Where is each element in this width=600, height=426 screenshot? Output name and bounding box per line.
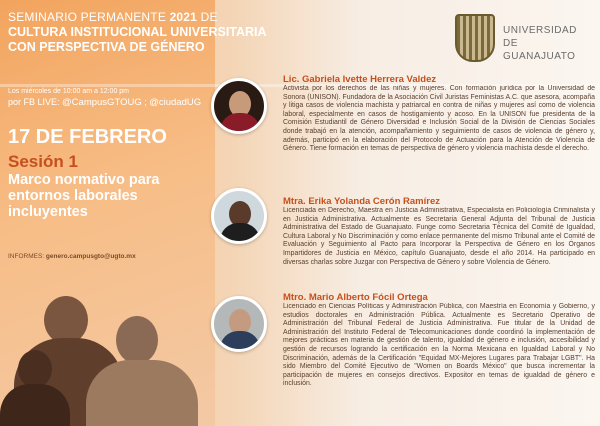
- speaker-name: Mtro. Mario Alberto Fócil Ortega: [283, 292, 428, 303]
- title-line-1: SEMINARIO PERMANENTE 2021 DE: [8, 10, 218, 24]
- event-date: 17 DE FEBRERO: [8, 126, 167, 148]
- university-logo: [455, 14, 590, 64]
- live-info: por FB LIVE: @CampusGTOUG ; @ciudadUG: [8, 97, 202, 108]
- silhouette-head: [116, 316, 158, 364]
- university-seal-icon: [455, 14, 495, 62]
- avatar: [211, 78, 267, 134]
- speaker-card: [211, 74, 596, 184]
- speaker-name: Lic. Gabriela Ivette Herrera Valdez: [283, 74, 437, 85]
- silhouette-head: [44, 296, 88, 344]
- speaker-bio: Licenciada en Derecho, Maestra en Justicia Administrativa, Especialista en Policiología Criminalista y en Justicia Administrativa. Actualmente es Secretaria General Adjunta del Tribunal de Justicia Administrativa del Estado de Guanajuato. Funge como Secretaria Técnica del Comité de Igualdad, Cultura Laboral y No Discriminación y como enlace permanente del mismo Tribunal ante el Comité de Evaluación y Seguimiento al Pacto para Incorporar la Perspectiva de Género en los Órganos Impartidores de Justicia en México, capítulo Guanajuato, desde el año 2014. Ha participado en diversas charlas sobre Juzgar con Perspectiva de Género y sobre Violencia de Género.: [283, 207, 595, 266]
- silhouette-body: [0, 384, 70, 426]
- session-label: Sesión 1: [8, 152, 78, 171]
- schedule-when: Los miércoles de 10:00 am a 12:00 pm: [8, 88, 130, 95]
- campus-handle[interactable]: @CampusGTOUG: [62, 97, 142, 108]
- title-line-3: CON PERSPECTIVA DE GÉNERO: [8, 40, 205, 54]
- speaker-bio: Licenciado en Ciencias Políticas y Administración Pública, con Maestría en Economía y Gobierno, y estudios doctorales en Administración Pública. Actualmente es Secretario Operativo de Administración del Tribunal Federal de Justicia Administrativa. Fue titular de la Unidad de Administración del Instituto Federal de Telecomunicaciones donde coordinó la implementación de mejores prácticas en materia de gestión de talento, igualdad de género e inclusión, accesibilidad y gestión de recursos logrando la certificación en la Norma Mexicana en Igualdad Laboral y No Discriminación, además de la Certificación "Equidad MX-Mejores Lugares para Trabajar LGBT". Ha sido Miembro del Comité Ejecutivo de "Women on Boards México" que busca incrementar la participación de mujeres en consejos directivos. Expositor en temas de igualdad de género e inclusión.: [283, 303, 595, 388]
- speaker-name: Mtra. Erika Yolanda Cerón Ramírez: [283, 196, 440, 207]
- avatar: [211, 188, 267, 244]
- speaker-bio: Activista por los derechos de las niñas y mujeres. Con formación jurídica por la Universidad de Sonora (UNISON). Fundadora de la Asociación Civil Juristas Feministas A.C. que asesora, acompaña y litiga casos de violencia machista y patriarcal en contra de niñas y mujeres así como de violencia laboral, especialmente en casos de hostigamiento y acoso. En la UNISON fue presidenta de la Comisión Estudiantil de Género Diversidad e Inclusión Social de la División de Ciencias Sociales donde trabajó en la atención, acompañamiento y seguimiento de casos de violencia de género y, además, participó en la elaboración del Protocolo de Actuación para la Atención de Violencia de Género. Tiene formación en temas de perspectiva de género y violencia machista desde el derecho.: [283, 85, 595, 153]
- session-topic: Marco normativo para entornos laborales incluyentes: [8, 172, 160, 220]
- silhouette-head: [18, 350, 52, 388]
- ciudad-handle[interactable]: @ciudadUG: [149, 97, 202, 108]
- avatar: [211, 296, 267, 352]
- title-line-2: CULTURA INSTITUCIONAL UNIVERSITARIA: [8, 25, 267, 39]
- seminar-title: [8, 10, 408, 55]
- contact-email[interactable]: genero.campusgto@ugto.mx: [45, 253, 136, 260]
- silhouette-body: [86, 360, 198, 426]
- speaker-card: [211, 292, 596, 422]
- logo-text: UNIVERSIDAD DE GUANAJUATO: [503, 25, 577, 62]
- schedule-info: [8, 86, 213, 108]
- speaker-card: [211, 196, 596, 286]
- contact-info: INFORMES: genero.campusgto@ugto.mx: [8, 253, 136, 260]
